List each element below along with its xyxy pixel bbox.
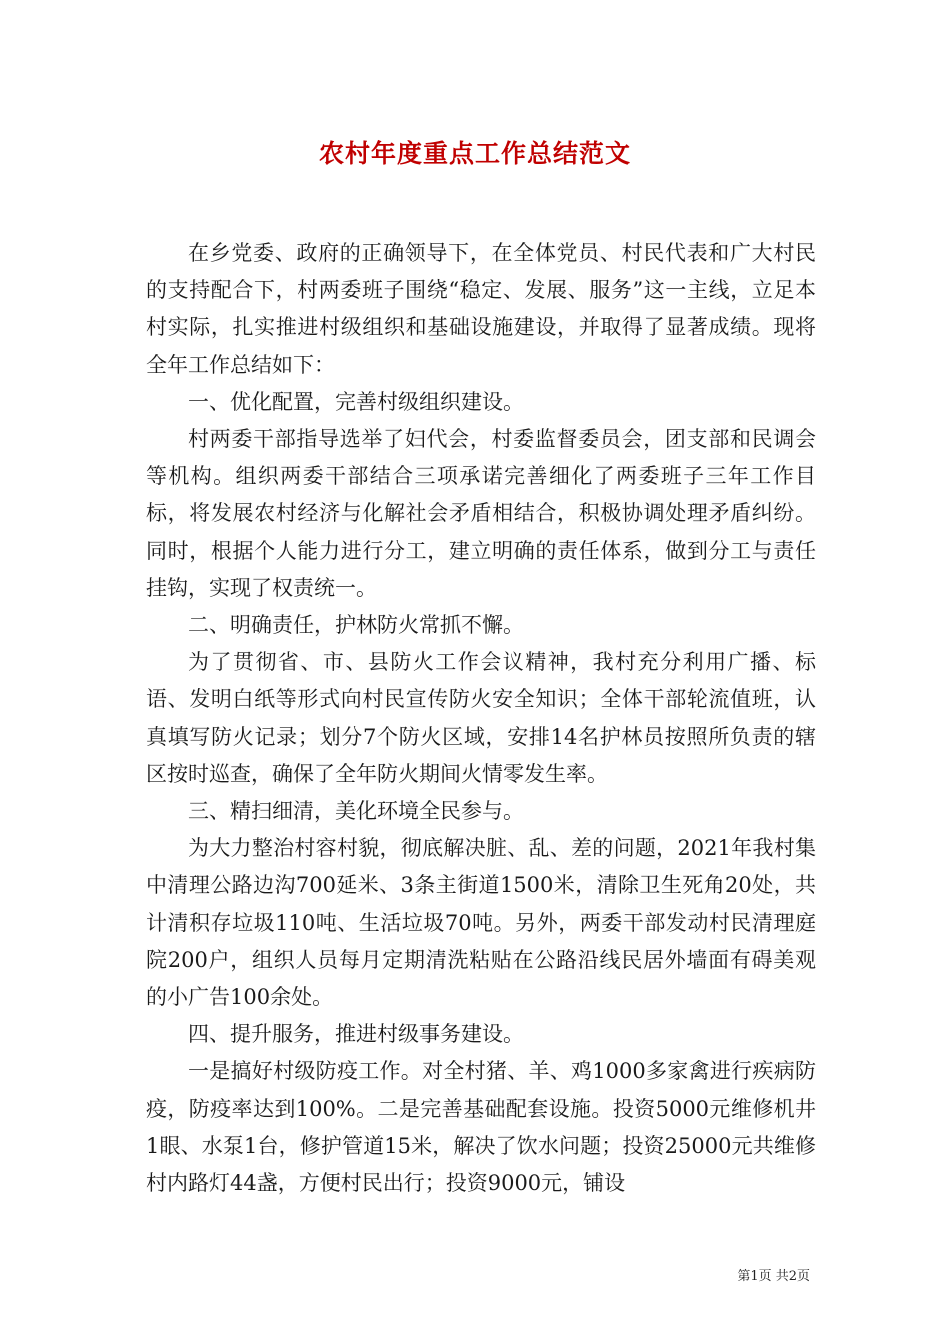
section-heading-2: 二、明确责任，护林防火常抓不懈。 xyxy=(188,613,524,638)
document-title: 农村年度重点工作总结范文 xyxy=(318,139,631,168)
section-paragraph-1: 村两委干部指导选举了妇代会，村委监督委员会，团支部和民调会等机构。组织两委干部结合三项承诺完善细化了两委班子三年工作目标，将发展农村经济与化解社会矛盾相结合，积极协调处理矛盾纠纷。同时，根据个人能力进行分工，建立明确的责任体系，做到分工与责任挂钩，实现了权责统一。 xyxy=(146,427,816,600)
page-number-footer: 第1页 共2页 xyxy=(737,1269,810,1284)
section-heading-4: 四、提升服务，推进村级事务建设。 xyxy=(188,1022,524,1047)
section-heading-3: 三、精扫细清，美化环境全民参与。 xyxy=(188,799,524,824)
section-paragraph-3: 为大力整治村容村貌，彻底解决脏、乱、差的问题，2021年我村集中清理公路边沟700延米、3条主街道1500米，清除卫生死角20处，共计清积存垃圾110吨、生活垃圾70吨。另外，两委干部发动村民清理庭院200户，组织人员每月定期清洗粘贴在公路沿线民居外墙面有碍美观的小广告100余处。 xyxy=(146,836,816,1010)
document-body xyxy=(146,235,816,1202)
intro-paragraph: 在乡党委、政府的正确领导下，在全体党员、村民代表和广大村民的支持配合下，村两委班子围绕“稳定、发展、服务”这一主线，立足本村实际，扎实推进村级组织和基础设施建设，并取得了显著成绩。现将全年工作总结如下： xyxy=(146,241,816,377)
section-paragraph-2: 为了贯彻省、市、县防火工作会议精神，我村充分利用广播、标语、发明白纸等形式向村民宣传防火安全知识；全体干部轮流值班，认真填写防火记录；划分7个防火区域，安排14名护林员按照所负责的辖区按时巡查，确保了全年防火期间火情零发生率。 xyxy=(146,650,816,786)
section-heading-1: 一、优化配置，完善村级组织建设。 xyxy=(188,389,524,414)
section-paragraph-4: 一是搞好村级防疫工作。对全村猪、羊、鸡1000多家禽进行疾病防疫，防疫率达到100%。二是完善基础配套设施。投资5000元维修机井1眼、水泵1台，修护管道15米，解决了饮水问题；投资25000元共维修村内路灯44盏，方便村民出行；投资9000元，铺设 xyxy=(146,1059,816,1196)
